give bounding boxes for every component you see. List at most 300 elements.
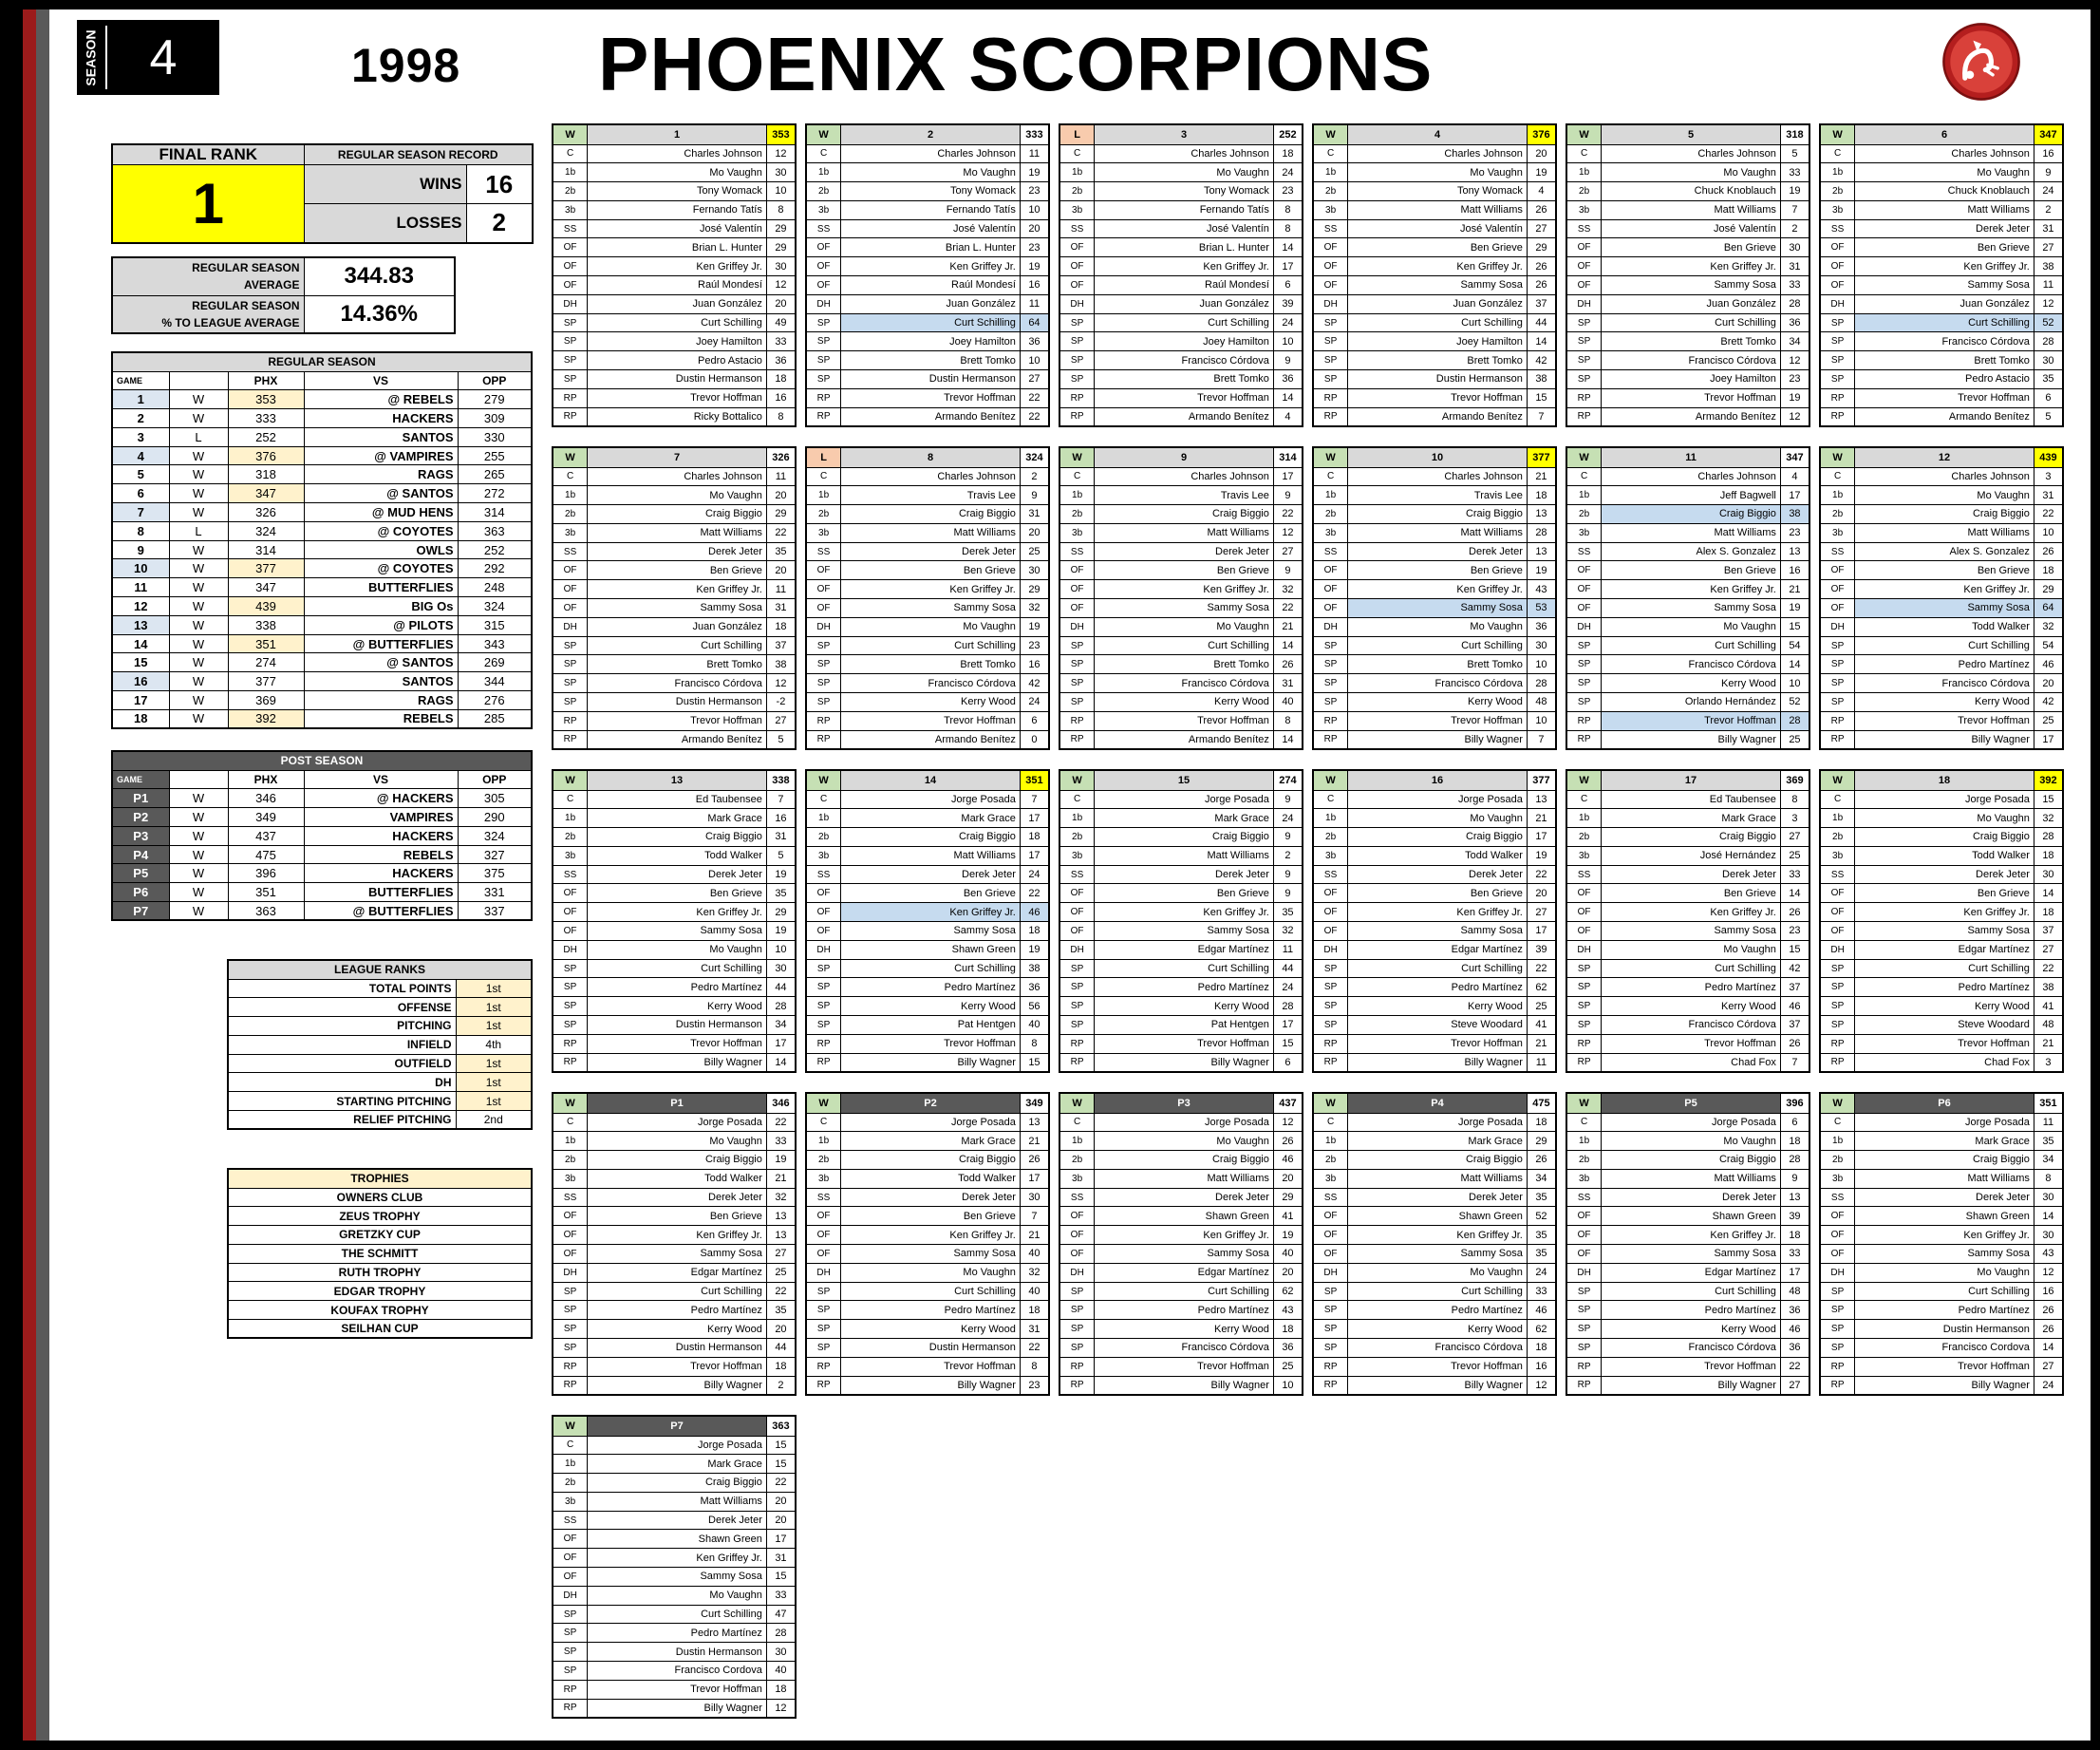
player-position: SP [1313, 370, 1348, 389]
player-score: 19 [1020, 163, 1049, 182]
player-score: 31 [2034, 486, 2063, 505]
player-name: Billy Wagner [1348, 1053, 1528, 1072]
player-position: 1b [1820, 1132, 1855, 1151]
team-score: 324 [228, 521, 304, 540]
player-position: SP [553, 1605, 588, 1624]
player-score: 18 [766, 370, 796, 389]
player-score: 27 [2034, 1357, 2063, 1376]
player-position: SP [1820, 313, 1855, 332]
player-row [1059, 846, 1303, 865]
game-header [1313, 770, 1556, 790]
player-name: Juan González [1348, 294, 1528, 313]
player-score: 10 [1020, 200, 1049, 219]
player-position: SS [1313, 1188, 1348, 1207]
player-row [1313, 238, 1556, 257]
game-number: 11 [112, 578, 169, 597]
player-name: Ken Griffey Jr. [1095, 1226, 1274, 1245]
player-score: 28 [1527, 523, 1556, 542]
year: 1998 [351, 39, 461, 92]
player-row [1820, 1376, 2063, 1395]
player-name: Derek Jeter [1095, 865, 1274, 884]
player-score: 33 [766, 1586, 796, 1605]
player-score: 18 [766, 1357, 796, 1376]
player-score: 5 [2034, 407, 2063, 426]
player-row [1820, 313, 2063, 332]
game-result: W [1820, 1093, 1855, 1113]
player-score: 12 [1780, 407, 1809, 426]
player-row [1820, 997, 2063, 1016]
player-position: DH [1059, 1263, 1095, 1282]
game-result: W [1313, 124, 1348, 144]
player-score: 32 [1273, 580, 1303, 599]
player-row [1820, 674, 2063, 693]
player-position: 1b [1313, 1132, 1348, 1151]
game-label: 12 [1855, 447, 2034, 467]
player-score: 21 [1020, 1132, 1049, 1151]
player-row [1313, 1053, 1556, 1072]
player-row [1059, 959, 1303, 978]
player-position: SP [1059, 978, 1095, 997]
player-position: 3b [1059, 523, 1095, 542]
player-name: Derek Jeter [1348, 1188, 1528, 1207]
regular-season-title: REGULAR SEASON [112, 352, 532, 371]
player-position: OF [1820, 1245, 1855, 1264]
player-row [1313, 561, 1556, 580]
player-score: 48 [2034, 1016, 2063, 1035]
player-row [553, 828, 796, 847]
player-row [1566, 1188, 1809, 1207]
player-row [1059, 486, 1303, 505]
player-name: Francisco Córdova [1855, 674, 2034, 693]
player-score: 21 [1527, 809, 1556, 828]
player-position: 1b [806, 809, 841, 828]
player-row [1820, 809, 2063, 828]
player-name: Sammy Sosa [1602, 276, 1781, 295]
player-score: 18 [1527, 1339, 1556, 1358]
game-header [806, 1093, 1049, 1113]
player-score: 44 [766, 978, 796, 997]
trophy-name: RUTH TROPHY [228, 1263, 532, 1282]
player-name: Brett Tomko [1095, 655, 1274, 674]
player-score: -2 [766, 693, 796, 712]
player-score: 10 [766, 182, 796, 201]
player-name: José Valentín [841, 219, 1021, 238]
player-row [806, 655, 1049, 674]
player-row [1059, 922, 1303, 941]
player-score: 26 [1527, 200, 1556, 219]
player-row [1566, 313, 1809, 332]
game-number: 3 [112, 427, 169, 446]
player-name: Pedro Martínez [841, 1301, 1021, 1320]
player-name: Derek Jeter [1855, 865, 2034, 884]
player-position: SP [1313, 351, 1348, 370]
player-name: Pedro Martínez [1855, 655, 2034, 674]
player-position: SP [1059, 313, 1095, 332]
player-row [553, 997, 796, 1016]
player-row [806, 580, 1049, 599]
player-row [806, 388, 1049, 407]
player-row [1566, 730, 1809, 749]
player-position: 1b [1820, 486, 1855, 505]
player-score: 30 [2034, 1188, 2063, 1207]
player-score: 37 [1780, 978, 1809, 997]
player-name: Kerry Wood [1602, 674, 1781, 693]
player-score: 23 [1020, 1376, 1049, 1395]
player-row [1059, 711, 1303, 730]
player-score: 14 [1273, 388, 1303, 407]
player-position: RP [1566, 711, 1602, 730]
player-name: Jorge Posada [588, 1436, 767, 1455]
player-position: OF [1566, 903, 1602, 922]
player-row [806, 276, 1049, 295]
player-score: 40 [1273, 693, 1303, 712]
player-row [806, 711, 1049, 730]
player-row [553, 1034, 796, 1053]
player-position: OF [1566, 1207, 1602, 1226]
player-row [1313, 351, 1556, 370]
player-position: OF [806, 257, 841, 276]
player-row [806, 617, 1049, 636]
col-opp: OPP [458, 371, 532, 390]
player-name: Ben Grieve [588, 1207, 767, 1226]
player-position: SP [553, 1624, 588, 1643]
player-name: Travis Lee [841, 486, 1021, 505]
table-row [112, 615, 532, 634]
player-row [1059, 219, 1303, 238]
player-position: SP [1566, 693, 1602, 712]
opponent-score: 324 [458, 826, 532, 845]
player-score: 26 [2034, 1301, 2063, 1320]
player-name: José Valentín [1348, 219, 1528, 238]
player-row [1313, 276, 1556, 295]
player-score: 17 [1020, 809, 1049, 828]
game-number: 8 [112, 521, 169, 540]
player-row [1566, 599, 1809, 618]
player-score: 36 [1020, 332, 1049, 351]
player-score: 17 [766, 1034, 796, 1053]
player-name: Mo Vaughn [1602, 617, 1781, 636]
opponent: OWLS [304, 540, 458, 559]
player-position: RP [806, 388, 841, 407]
table-row [112, 465, 532, 484]
player-position: RP [1820, 1357, 1855, 1376]
player-name: Trevor Hoffman [1095, 711, 1274, 730]
player-position: OF [553, 1530, 588, 1549]
player-name: Charles Johnson [1348, 467, 1528, 486]
game-result: L [169, 521, 228, 540]
player-row [1059, 1301, 1303, 1320]
player-position: SP [553, 1301, 588, 1320]
player-row [553, 238, 796, 257]
opponent: VAMPIRES [304, 808, 458, 827]
game-number: 17 [112, 691, 169, 710]
player-name: Francisco Córdova [1602, 1016, 1781, 1035]
player-score: 26 [1020, 1151, 1049, 1170]
player-row [1313, 903, 1556, 922]
player-row [1313, 599, 1556, 618]
player-score: 30 [766, 257, 796, 276]
player-row [806, 1301, 1049, 1320]
player-score: 35 [2034, 1132, 2063, 1151]
player-score: 7 [1780, 1053, 1809, 1072]
scorpion-logo-icon [1941, 21, 2022, 103]
player-position: SP [1820, 351, 1855, 370]
player-position: SP [553, 959, 588, 978]
player-score: 20 [766, 1320, 796, 1339]
player-score: 8 [766, 200, 796, 219]
player-name: Pedro Martínez [841, 978, 1021, 997]
player-name: Derek Jeter [1348, 865, 1528, 884]
game-number: 16 [112, 672, 169, 691]
player-name: Fernando Tatís [588, 200, 767, 219]
player-row [553, 276, 796, 295]
player-name: Brett Tomko [1348, 351, 1528, 370]
player-score: 27 [1020, 370, 1049, 389]
game-number: P4 [112, 845, 169, 864]
trophy-row [228, 1282, 532, 1301]
player-score: 22 [766, 1282, 796, 1301]
player-row [1059, 1339, 1303, 1358]
player-row [1313, 1339, 1556, 1358]
player-position: SS [1566, 542, 1602, 561]
player-position: SS [1313, 865, 1348, 884]
trophy-row [228, 1320, 532, 1339]
opponent: @ MUD HENS [304, 503, 458, 522]
player-name: Ken Griffey Jr. [1602, 903, 1781, 922]
player-position: C [1059, 790, 1095, 809]
player-name: Mo Vaughn [1602, 1132, 1781, 1151]
player-score: 40 [766, 1662, 796, 1681]
rank-row [228, 998, 532, 1017]
team-score: 353 [228, 390, 304, 409]
player-row [1566, 674, 1809, 693]
player-row [1313, 922, 1556, 941]
player-name: Sammy Sosa [1348, 599, 1528, 618]
player-position: OF [1566, 599, 1602, 618]
player-row [1059, 655, 1303, 674]
team-score: 346 [228, 789, 304, 808]
player-name: Billy Wagner [1348, 1376, 1528, 1395]
player-position: DH [1820, 940, 1855, 959]
player-position: SP [553, 1320, 588, 1339]
player-name: Trevor Hoffman [1602, 1357, 1781, 1376]
player-position: DH [1313, 1263, 1348, 1282]
game-box [1566, 1092, 1810, 1396]
player-name: Craig Biggio [841, 1151, 1021, 1170]
game-result: W [1566, 1093, 1602, 1113]
player-name: Kerry Wood [1602, 997, 1781, 1016]
player-score: 26 [1273, 655, 1303, 674]
table-row [112, 826, 532, 845]
player-score: 28 [2034, 332, 2063, 351]
player-position: OF [553, 580, 588, 599]
player-name: Ken Griffey Jr. [588, 257, 767, 276]
player-position: C [1566, 144, 1602, 163]
player-score: 28 [1273, 997, 1303, 1016]
player-position: SP [806, 674, 841, 693]
team-score: 274 [228, 653, 304, 672]
player-score: 16 [1780, 561, 1809, 580]
player-name: Kerry Wood [1602, 1320, 1781, 1339]
player-row [806, 1034, 1049, 1053]
player-position: OF [806, 599, 841, 618]
player-row [806, 1320, 1049, 1339]
player-position: OF [1566, 922, 1602, 941]
game-box [805, 1092, 1050, 1396]
player-row [806, 182, 1049, 201]
player-score: 19 [1020, 617, 1049, 636]
player-row [1820, 182, 2063, 201]
player-name: Jorge Posada [1348, 1113, 1528, 1132]
opponent: @ BUTTERFLIES [304, 902, 458, 921]
player-row [553, 959, 796, 978]
player-name: Tony Womack [841, 182, 1021, 201]
player-position: OF [806, 561, 841, 580]
team-score: 437 [228, 826, 304, 845]
player-score: 20 [1527, 144, 1556, 163]
player-position: SS [1059, 542, 1095, 561]
player-score: 28 [1527, 674, 1556, 693]
player-name: Todd Walker [1855, 617, 2034, 636]
game-box [1312, 1092, 1557, 1396]
player-name: Craig Biggio [1602, 1151, 1781, 1170]
player-position: OF [1820, 599, 1855, 618]
table-row [112, 446, 532, 465]
player-position: RP [1059, 711, 1095, 730]
player-score: 26 [1527, 276, 1556, 295]
player-position: SP [1313, 959, 1348, 978]
player-name: Trevor Hoffman [588, 1680, 767, 1699]
player-score: 40 [1020, 1016, 1049, 1035]
rank-category: DH [228, 1073, 456, 1092]
game-result: W [1820, 770, 1855, 790]
player-score: 37 [1527, 294, 1556, 313]
player-row [1313, 846, 1556, 865]
player-row [1820, 884, 2063, 903]
team-score: 377 [228, 672, 304, 691]
game-result: W [553, 1093, 588, 1113]
player-row [553, 922, 796, 941]
player-name: Derek Jeter [1095, 1188, 1274, 1207]
game-box [1819, 1092, 2064, 1396]
player-position: 2b [806, 828, 841, 847]
player-name: Curt Schilling [841, 636, 1021, 655]
game-label: P6 [1855, 1093, 2034, 1113]
player-score: 54 [2034, 636, 2063, 655]
player-position: 3b [1313, 200, 1348, 219]
player-score: 4 [1527, 182, 1556, 201]
player-score: 44 [766, 1339, 796, 1358]
player-row [1059, 790, 1303, 809]
table-row [112, 559, 532, 578]
player-score: 17 [1273, 1016, 1303, 1035]
game-number: 1 [112, 390, 169, 409]
player-score: 25 [766, 1263, 796, 1282]
player-name: Craig Biggio [588, 505, 767, 524]
player-position: 2b [806, 505, 841, 524]
player-score: 20 [766, 1492, 796, 1511]
player-row [1820, 163, 2063, 182]
game-header [1059, 770, 1303, 790]
player-name: Pedro Martínez [1855, 1301, 2034, 1320]
player-position: RP [806, 730, 841, 749]
player-position: RP [806, 1376, 841, 1395]
player-position: SP [1820, 370, 1855, 389]
trophies-table [227, 1168, 533, 1339]
game-score: 392 [2034, 770, 2063, 790]
player-row [1820, 1151, 2063, 1170]
player-name: Matt Williams [1095, 523, 1274, 542]
player-row [1566, 542, 1809, 561]
rank-value: 1st [456, 1073, 532, 1092]
player-score: 10 [766, 940, 796, 959]
player-row [1566, 1339, 1809, 1358]
player-row [1566, 828, 1809, 847]
player-position: RP [1059, 1053, 1095, 1072]
player-position: 3b [806, 846, 841, 865]
player-score: 5 [1780, 144, 1809, 163]
player-position: SP [1313, 1301, 1348, 1320]
player-position: SP [553, 997, 588, 1016]
player-score: 12 [766, 144, 796, 163]
player-name: Trevor Hoffman [841, 1357, 1021, 1376]
player-score: 31 [2034, 219, 2063, 238]
player-row [806, 486, 1049, 505]
player-name: Curt Schilling [1855, 959, 2034, 978]
opponent: HACKERS [304, 864, 458, 883]
player-name: Trevor Hoffman [588, 711, 767, 730]
game-label: 16 [1348, 770, 1528, 790]
wins-value: 16 [466, 165, 533, 204]
player-row [806, 351, 1049, 370]
player-row [1566, 370, 1809, 389]
game-number: P5 [112, 864, 169, 883]
player-row [1059, 1226, 1303, 1245]
player-row [1059, 144, 1303, 163]
game-label: P2 [841, 1093, 1021, 1113]
player-name: Ken Griffey Jr. [841, 257, 1021, 276]
player-score: 11 [2034, 1113, 2063, 1132]
player-row [553, 1530, 796, 1549]
player-name: Juan González [1602, 294, 1781, 313]
game-result: W [169, 409, 228, 428]
game-box [1312, 769, 1557, 1073]
player-position: SP [553, 693, 588, 712]
player-score: 49 [766, 313, 796, 332]
team-score: 369 [228, 691, 304, 710]
rank-value: 4th [456, 1035, 532, 1054]
player-position: 2b [1566, 1151, 1602, 1170]
player-score: 32 [2034, 617, 2063, 636]
player-row [806, 636, 1049, 655]
player-position: SP [806, 1301, 841, 1320]
player-position: 2b [1820, 182, 1855, 201]
player-position: RP [1820, 1034, 1855, 1053]
player-name: Pedro Martínez [1348, 1301, 1528, 1320]
player-name: Trevor Hoffman [1855, 1357, 2034, 1376]
player-position: SP [1313, 655, 1348, 674]
player-score: 34 [1527, 1169, 1556, 1188]
player-position: SS [553, 542, 588, 561]
player-position: SP [1820, 1301, 1855, 1320]
player-score: 5 [766, 846, 796, 865]
player-score: 21 [1527, 1034, 1556, 1053]
game-result: W [169, 578, 228, 597]
player-score: 18 [2034, 846, 2063, 865]
game-label: P7 [588, 1416, 767, 1436]
player-score: 33 [1780, 865, 1809, 884]
player-score: 29 [766, 505, 796, 524]
